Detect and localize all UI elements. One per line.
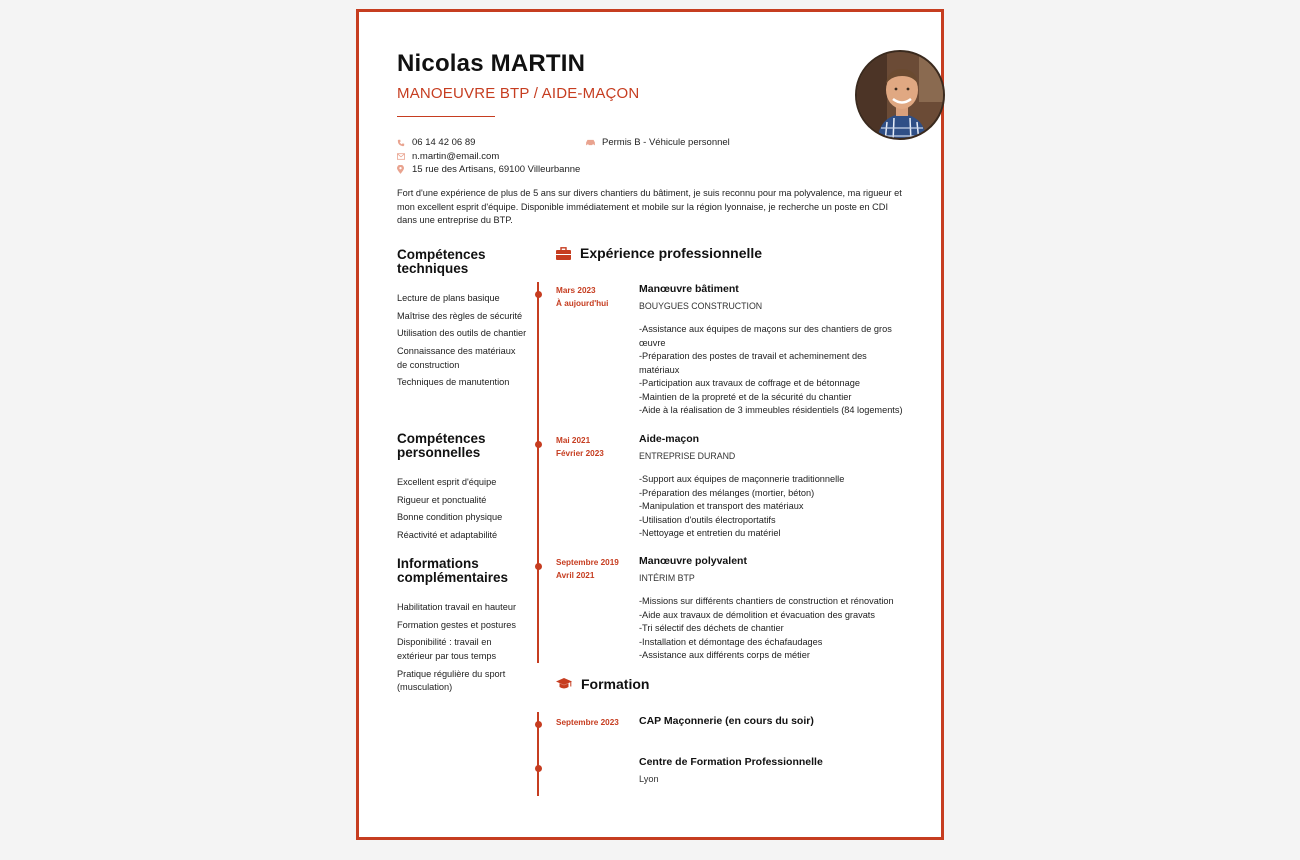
contact-address [397, 163, 580, 177]
experience-job-title: Aide-maçon [639, 433, 700, 445]
experience-company: BOUYGUES CONSTRUCTION [639, 301, 763, 311]
personal-skills-list [397, 476, 527, 543]
additional-info-title: Informations complémentaires [397, 556, 509, 585]
experience-date [556, 435, 604, 460]
technical-skills-section [397, 248, 527, 394]
postal-address: 15 rue des Artisans, 69100 Villeurbanne [412, 164, 581, 176]
date-end: Avril 2021 [556, 570, 595, 580]
experience-tasks [639, 595, 909, 663]
list-item: -Préparation des postes de travail et acheminement des matériaux [639, 351, 867, 375]
date-start: Mai 2021 [556, 436, 591, 445]
graduation-cap-icon [556, 678, 572, 690]
resume-page [356, 9, 944, 840]
list-item: -Assistance aux différents corps de métier [639, 650, 810, 660]
list-item: -Support aux équipes de maçonnerie traditionnelle [639, 474, 845, 484]
title-divider [397, 116, 495, 117]
experience-job-title: Manœuvre polyvalent [639, 555, 747, 567]
profile-summary: Fort d'une expérience de plus de 5 ans sur divers chantiers du bâtiment, je suis reconnu pour ma polyvalence, ma rigueur et mon excellent esprit d'équipe. Disponible immédiatement et mobile sur la région lyonnaise, je recherche un poste en CDI dans une entreprise du BTP. [397, 188, 902, 225]
date-end: Février 2023 [556, 448, 604, 458]
list-item: -Préparation des mélanges (mortier, béton) [639, 487, 815, 498]
list-item: Techniques de manutention [397, 377, 510, 388]
list-item: Excellent esprit d'équipe [397, 477, 497, 487]
job-title: MANOEUVRE BTP / AIDE-MAÇON [397, 85, 640, 102]
list-item: Pratique régulière du sport (musculation) [397, 668, 506, 693]
email-address: n.martin@email.com [412, 150, 500, 162]
education-title: Formation [581, 676, 650, 692]
experience-company: INTÉRIM BTP [639, 573, 695, 583]
list-item: -Aide aux travaux de démolition et évacuation des gravats [639, 609, 875, 620]
briefcase-icon [556, 247, 571, 260]
experience-heading [556, 245, 762, 261]
list-item: Disponibilité : travail en extérieur par tous temps [397, 637, 497, 661]
date-start: Septembre 2019 [556, 558, 619, 567]
list-item: -Missions sur différents chantiers de construction et rénovation [639, 596, 894, 606]
list-item: Bonne condition physique [397, 512, 503, 523]
experience-timeline [537, 282, 539, 663]
list-item: -Nettoyage et entretien du matériel [639, 528, 781, 538]
list-item: Habilitation travail en hauteur [397, 602, 516, 612]
list-item: Maîtrise des règles de sécurité [397, 310, 523, 321]
list-item: Rigueur et ponctualité [397, 494, 487, 505]
education-title-text: CAP Maçonnerie (en cours du soir) [639, 715, 814, 727]
contact-permit [585, 136, 730, 150]
list-item: Lecture de plans basique [397, 293, 500, 303]
list-item: -Aide à la réalisation de 3 immeubles résidentiels (84 logements) [639, 405, 903, 415]
experience-tasks [639, 473, 909, 541]
list-item: Réactivité et adaptabilité [397, 529, 498, 540]
phone-icon [397, 139, 412, 147]
timeline-dot [535, 563, 542, 570]
list-item: -Assistance aux équipes de maçons sur des chantiers de gros œuvre [639, 324, 892, 348]
personal-skills-title: Compétences personnelles [397, 431, 486, 460]
personal-skills-section [397, 432, 527, 546]
list-item: -Installation et démontage des échafaudages [639, 636, 823, 647]
date-end: À aujourd'hui [556, 298, 609, 308]
education-place: Lyon [639, 774, 659, 784]
timeline-dot [535, 765, 542, 772]
list-item: Formation gestes et postures [397, 619, 516, 630]
education-date: Septembre 2023 [556, 718, 619, 727]
list-item: -Utilisation d'outils électroportatifs [639, 514, 776, 525]
car-icon [585, 139, 602, 146]
education-heading [556, 676, 649, 692]
phone-number: 06 14 42 06 89 [412, 137, 476, 149]
timeline-dot [535, 441, 542, 448]
list-item: -Manipulation et transport des matériaux [639, 501, 804, 511]
experience-tasks [639, 323, 909, 418]
candidate-name: Nicolas MARTIN [397, 50, 586, 77]
experience-title: Expérience professionnelle [580, 245, 763, 261]
timeline-dot [535, 721, 542, 728]
list-item: Connaissance des matériaux de construction [397, 345, 516, 370]
list-item: -Participation aux travaux de coffrage et de bétonnage [639, 378, 860, 388]
experience-company: ENTREPRISE DURAND [639, 451, 736, 461]
technical-skills-title: Compétences techniques [397, 247, 486, 276]
timeline-dot [535, 291, 542, 298]
list-item: -Maintien de la propreté et de la sécurité du chantier [639, 391, 852, 402]
location-pin-icon [397, 165, 412, 174]
additional-info-section [397, 557, 527, 699]
contact-block [397, 136, 580, 177]
experience-date [556, 285, 608, 310]
contact-email [397, 150, 580, 164]
list-item: -Tri sélectif des déchets de chantier [639, 623, 784, 633]
additional-info-list [397, 601, 527, 695]
date-start: Mars 2023 [556, 286, 596, 295]
permit-text: Permis B - Véhicule personnel [602, 137, 730, 149]
profile-photo [855, 50, 945, 140]
contact-phone [397, 136, 580, 150]
experience-job-title: Manœuvre bâtiment [639, 283, 739, 295]
technical-skills-list [397, 292, 527, 390]
list-item: Utilisation des outils de chantier [397, 328, 527, 339]
mail-icon [397, 153, 412, 160]
experience-date [556, 557, 619, 582]
education-school: Centre de Formation Professionnelle [639, 756, 823, 768]
